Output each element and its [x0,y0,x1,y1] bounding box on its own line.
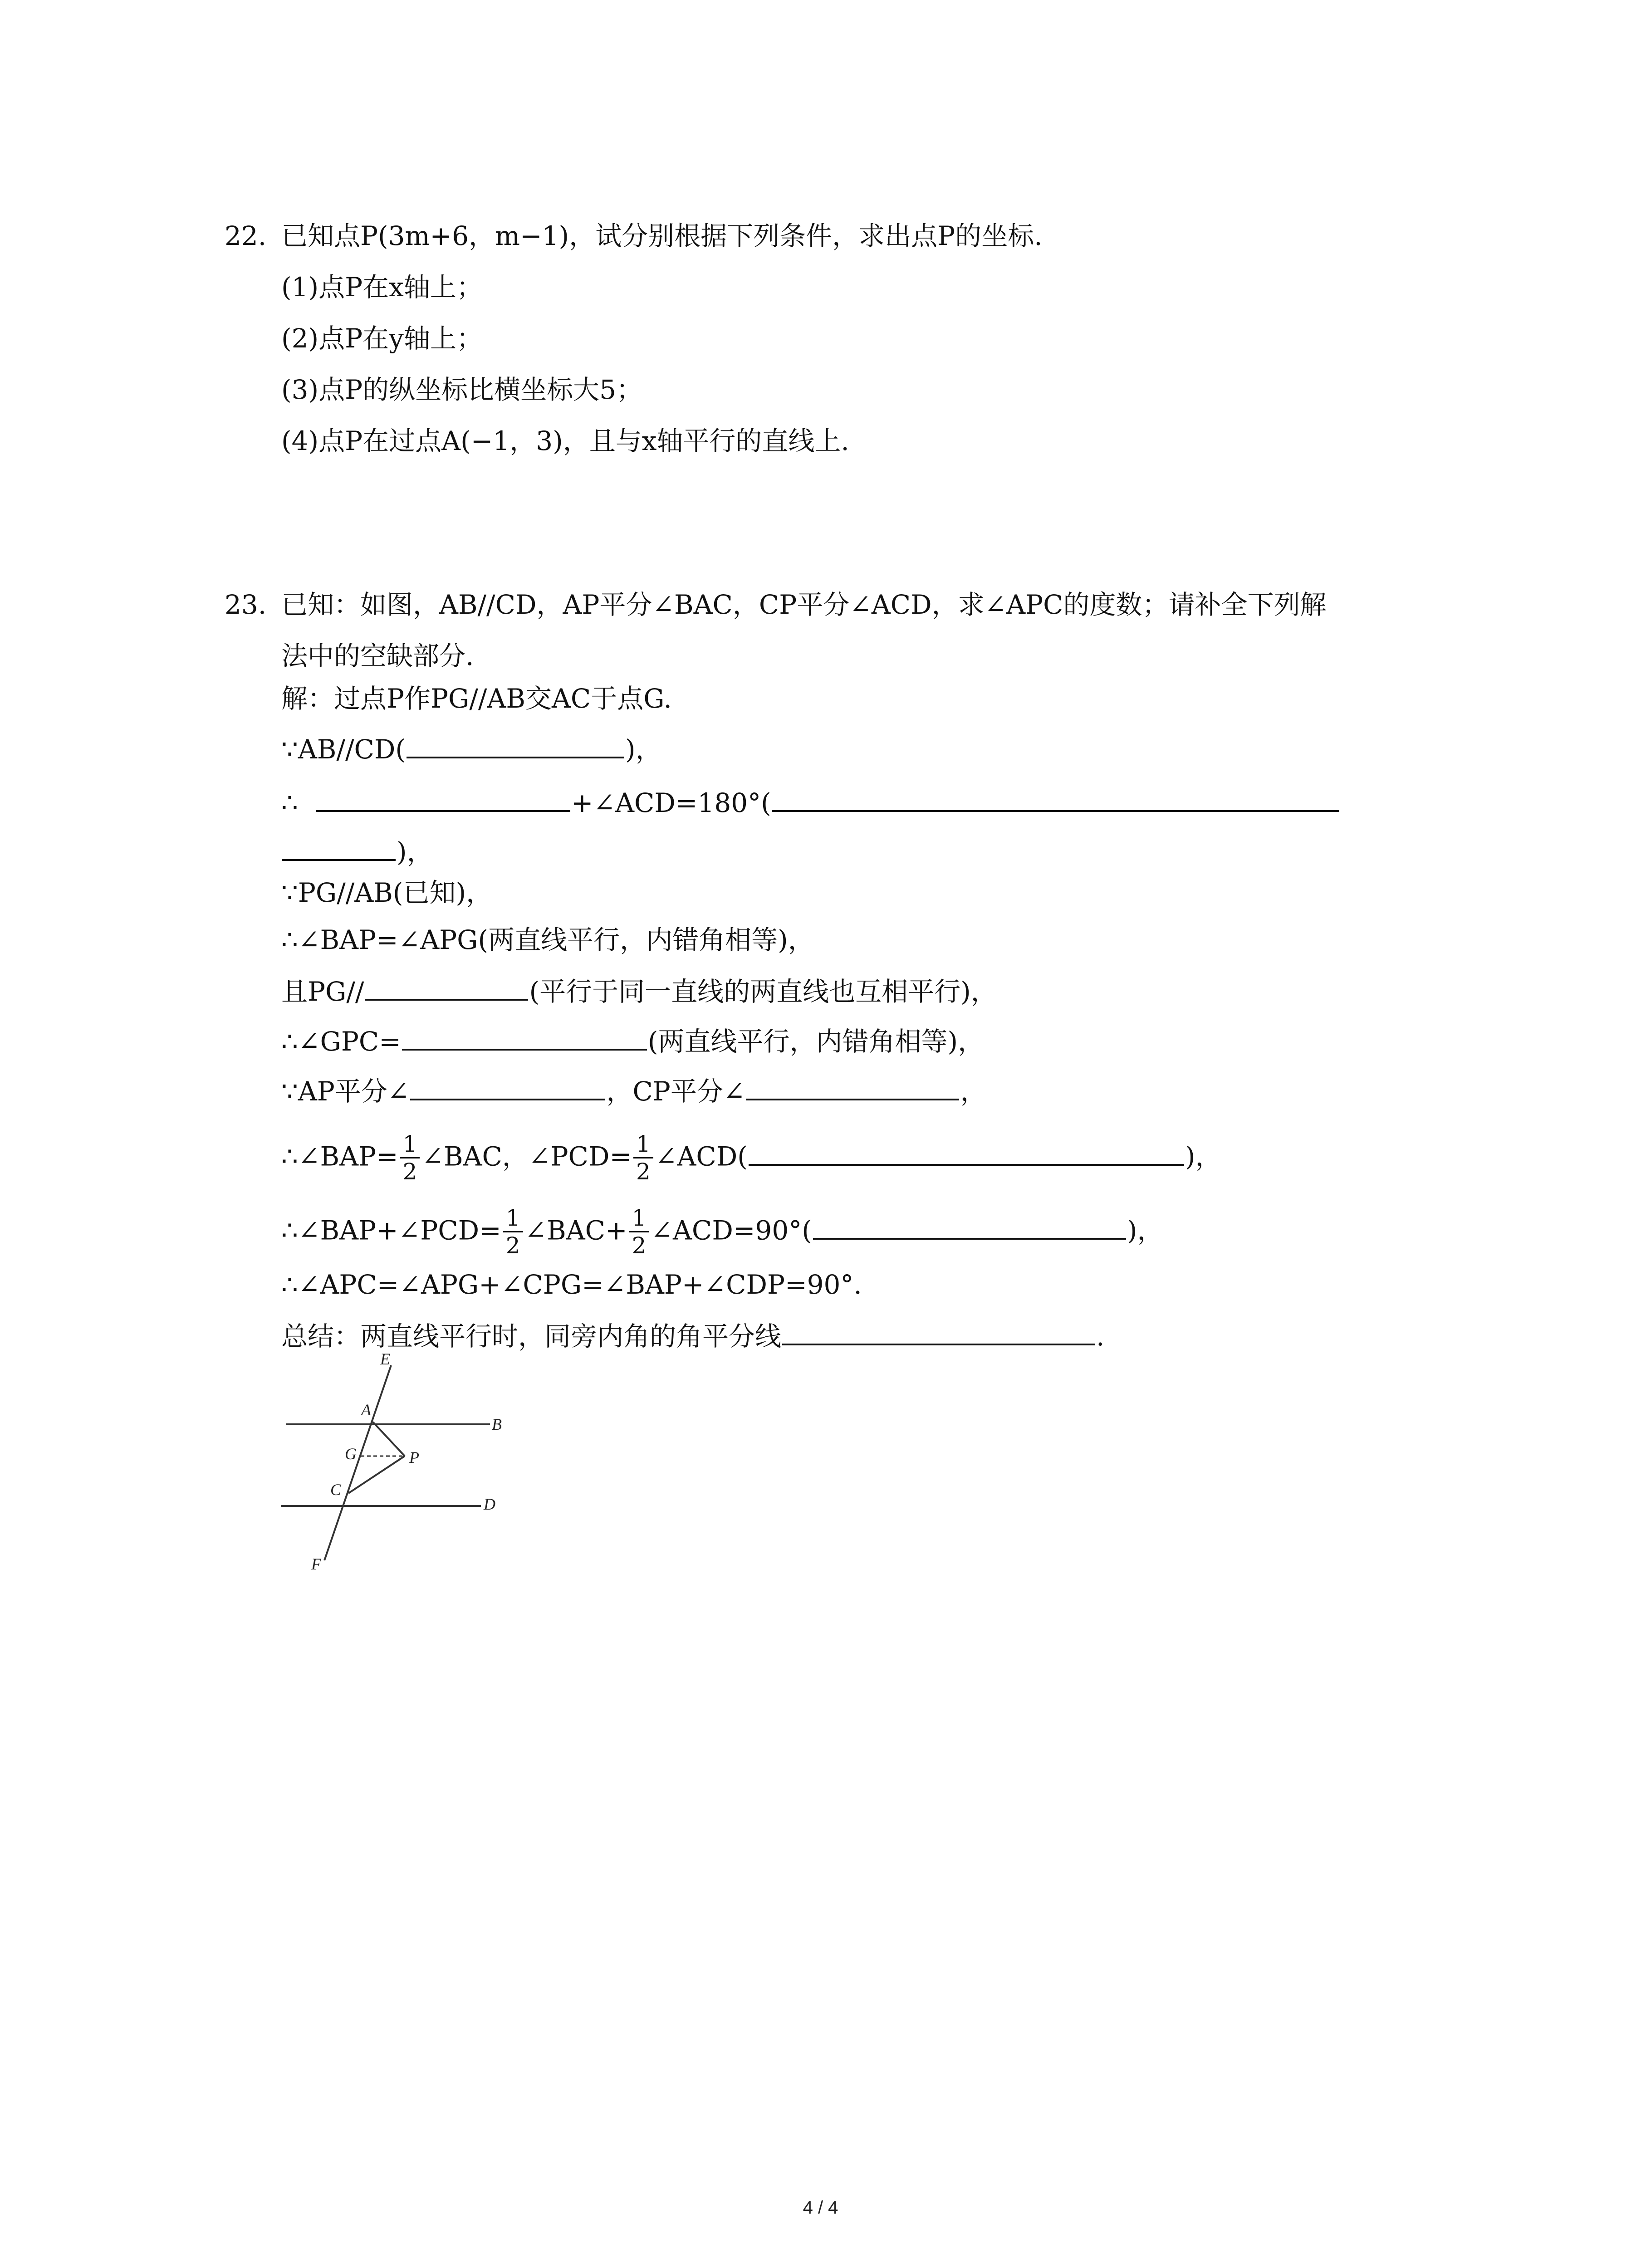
label-e: E [380,1350,390,1368]
step6-text-a: ∴∠GPC= [281,1026,401,1057]
blank-reason-1[interactable] [407,728,624,758]
blank-reason-2[interactable] [772,782,1339,812]
segment-cp [348,1456,405,1493]
step6-text-b: (两直线平行，内错角相等)， [647,1026,985,1057]
q23-step-8 [281,1131,1222,1185]
label-p: P [409,1448,419,1466]
blank-parallel-line[interactable] [365,971,528,1001]
step9-text-b: ∠BAC+ [524,1215,627,1246]
blank-bisected-angle-1[interactable] [410,1070,605,1100]
q23-solution-intro: 解：过点P作PG//AB交AC于点G. [281,683,672,714]
step9-text-d: )， [1127,1215,1164,1246]
blank-reason-2-cont[interactable] [282,831,396,861]
step9-text-c: ∠ACD=90°( [651,1215,812,1246]
q23-step-10: ∴∠APC=∠APG+∠CPG=∠BAP+∠CDP=90°. [281,1269,862,1300]
q23-number: 23. [225,589,267,620]
step8-text-c: ∠ACD( [655,1141,748,1172]
q23-step-3: ∵PG//AB(已知)， [281,877,493,908]
label-b: B [492,1415,502,1433]
step1-text-a: ∵AB//CD( [281,734,406,765]
q23-summary [281,1315,1104,1352]
fraction-half: $\frac{1}{2}$ [629,1205,649,1259]
step2-text-a: ∴ [281,787,298,818]
q22-item-1: (1)点P在x轴上； [281,272,483,303]
q22-number: 22. [225,220,267,251]
q22-item-4: (4)点P在过点A(−1，3)，且与x轴平行的直线上. [281,425,849,456]
step7-text-c: ， [960,1076,987,1107]
label-d: D [484,1495,495,1513]
step5-text-a: 且PG// [281,976,364,1007]
label-a: A [361,1401,371,1419]
page-number: 4 / 4 [803,2198,838,2218]
blank-angle-sum[interactable] [316,782,570,812]
step2-text-c: )， [397,836,433,867]
step2-text-b: +∠ACD=180°( [571,787,771,818]
transversal-ef [324,1365,391,1560]
fraction-half: $\frac{1}{2}$ [633,1131,653,1185]
blank-reason-8[interactable] [749,1136,1184,1166]
blank-bisected-angle-2[interactable] [746,1070,959,1100]
q23-step-6 [281,1021,984,1057]
parallel-lines-figure [272,1347,526,1574]
q22-item-2: (2)点P在y轴上； [281,323,483,354]
q23-step-1 [281,728,662,765]
label-c: C [330,1481,342,1499]
q23-stem-line1: 已知：如图，AB//CD，AP平分∠BAC，CP平分∠ACD，求∠APC的度数；请补全下列解 [281,589,1327,620]
blank-summary[interactable] [782,1315,1095,1345]
label-f: F [311,1555,321,1573]
blank-angle-gpc[interactable] [402,1021,647,1051]
label-g: G [345,1445,357,1463]
q22-stem: 已知点P(3m+6，m−1)，试分别根据下列条件，求出点P的坐标. [281,220,1043,251]
step9-text-a: ∴∠BAP+∠PCD= [281,1215,501,1246]
step7-text-b: ，CP平分∠ [606,1076,745,1107]
q23-stem-line2: 法中的空缺部分. [281,640,474,671]
fraction-half: $\frac{1}{2}$ [400,1131,420,1185]
q23-step-9 [281,1205,1164,1259]
step8-text-d: )， [1185,1141,1222,1172]
step8-text-a: ∴∠BAP= [281,1141,398,1172]
segment-ap [373,1422,405,1456]
blank-reason-9[interactable] [813,1210,1126,1240]
step7-text-a: ∵AP平分∠ [281,1076,410,1107]
q23-step-7 [281,1070,986,1107]
fraction-half: $\frac{1}{2}$ [503,1205,523,1259]
step1-text-b: )， [625,734,662,765]
step5-text-b: (平行于同一直线的两直线也互相平行)， [529,976,997,1007]
q23-step-2 [281,782,1340,818]
q23-step-5 [281,971,997,1007]
summary-text-b: . [1096,1321,1105,1352]
step8-text-b: ∠BAC，∠PCD= [421,1141,632,1172]
q23-step-4: ∴∠BAP=∠APG(两直线平行，内错角相等)， [281,924,814,955]
summary-text-a: 总结：两直线平行时，同旁内角的角平分线 [281,1321,782,1352]
q22-item-3: (3)点P的纵坐标比横坐标大5； [281,374,643,405]
q23-step-2-cont [281,831,433,867]
